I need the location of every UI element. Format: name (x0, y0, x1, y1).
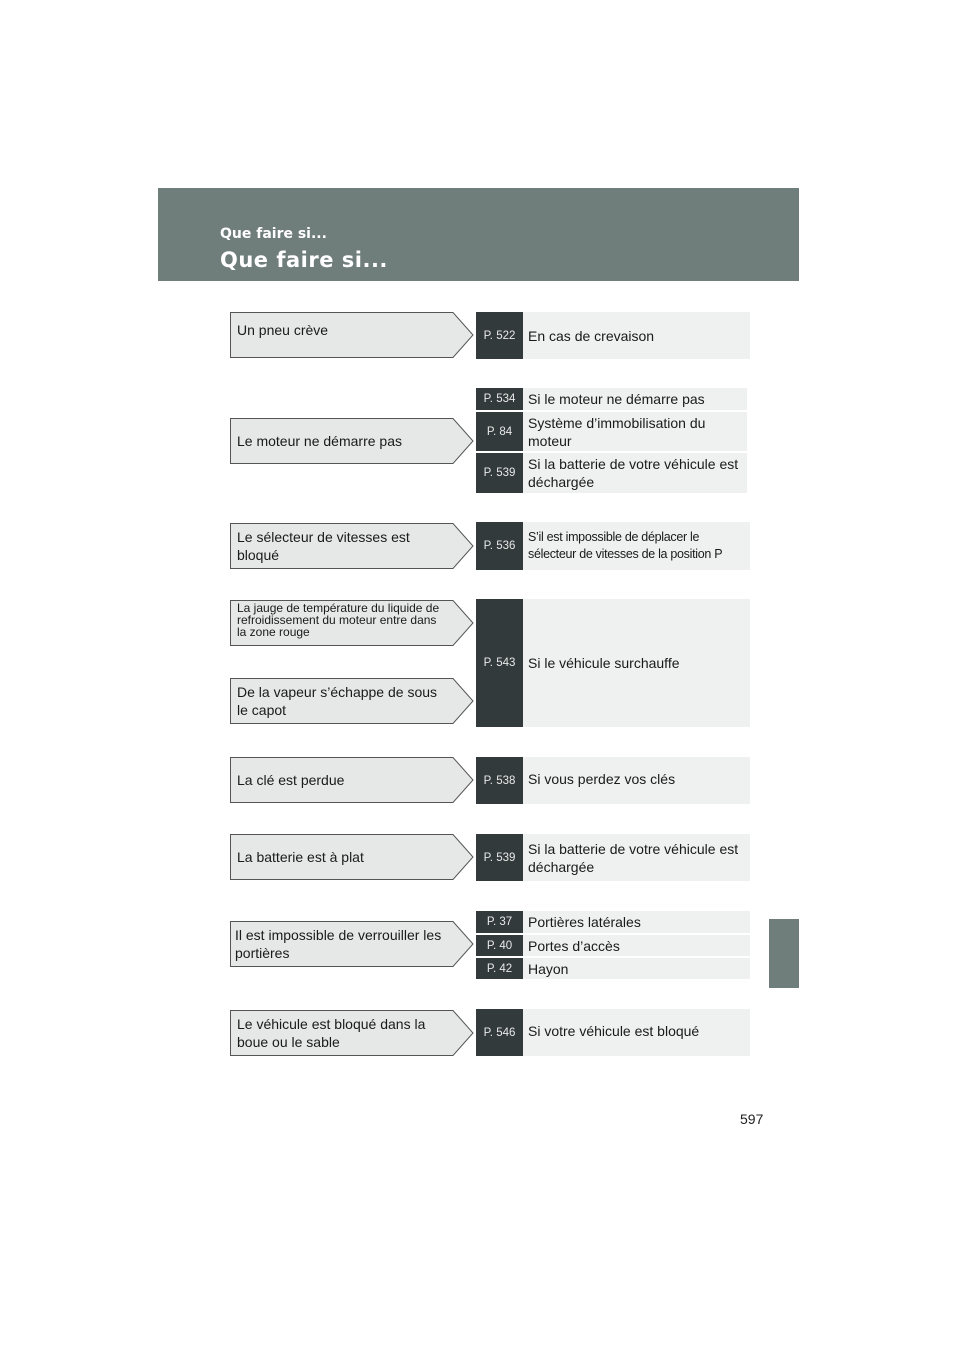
reference-row[interactable] (476, 599, 750, 727)
reference-label: Si le véhicule surchauffe (528, 655, 680, 671)
reference-label: Portes d’accès (528, 937, 620, 954)
header-small-title: Que faire si... (220, 226, 327, 242)
chapter-side-tab (769, 919, 799, 988)
header-title: Que faire si... (220, 248, 388, 272)
reference-row[interactable] (476, 412, 747, 451)
reference-label: Hayon (528, 960, 569, 977)
reference-row[interactable] (476, 834, 750, 881)
reference-row[interactable] (476, 522, 750, 570)
page-ref: P. 543 (476, 599, 523, 727)
reference-row[interactable] (476, 935, 750, 956)
page-ref: P. 546 (476, 1009, 523, 1056)
reference-label: Si la batterie de votre véhicule est déchargée (528, 840, 739, 875)
problem-label: Le moteur ne démarre pas (237, 433, 402, 449)
page-ref: P. 40 (476, 935, 523, 956)
reference-label: Système d’immobilisation du moteur (528, 414, 706, 449)
reference-label: S’il est impossible de déplacer le sélecteur de vitesses de la position P (528, 530, 723, 561)
reference-row[interactable] (476, 312, 750, 359)
problem-label: Il est impossible de verrouiller les portières (235, 927, 442, 961)
page-ref: P. 534 (476, 388, 523, 410)
problem-label: La jauge de température du liquide de refroidissement du moteur entre dans la zone rouge (237, 601, 440, 639)
page-ref: P. 37 (476, 911, 523, 933)
page-ref: P. 539 (476, 453, 523, 493)
problem-label: De la vapeur s’échappe de sous le capot (237, 684, 438, 718)
problem-label: Un pneu crève (237, 322, 329, 338)
reference-row[interactable] (476, 453, 747, 493)
reference-row[interactable] (476, 757, 750, 804)
reference-label: En cas de crevaison (528, 327, 655, 344)
problem-label: La batterie est à plat (237, 849, 364, 865)
reference-row[interactable] (476, 1009, 750, 1056)
reference-label: Si le moteur ne démarre pas (528, 391, 705, 407)
page-ref: P. 84 (476, 412, 523, 451)
page-ref: P. 538 (476, 757, 523, 804)
reference-row[interactable] (476, 911, 750, 933)
reference-label: Si votre véhicule est bloqué (528, 1023, 700, 1039)
problem-label: Le véhicule est bloqué dans la boue ou le sable (237, 1016, 426, 1050)
page-ref: P. 522 (476, 312, 523, 359)
reference-label: Portières latérales (528, 914, 641, 930)
reference-row[interactable] (476, 958, 750, 979)
chapter-header (158, 188, 799, 281)
reference-label: Si vous perdez vos clés (528, 771, 676, 787)
page-ref: P. 42 (476, 958, 523, 979)
page-ref: P. 536 (476, 522, 523, 570)
problem-label: Le sélecteur de vitesses est bloqué (237, 529, 410, 563)
problem-label: La clé est perdue (237, 772, 345, 788)
page-ref: P. 539 (476, 834, 523, 881)
page-number: 597 (740, 1111, 764, 1127)
reference-row[interactable] (476, 388, 747, 410)
reference-label: Si la batterie de votre véhicule est déchargée (528, 456, 739, 490)
